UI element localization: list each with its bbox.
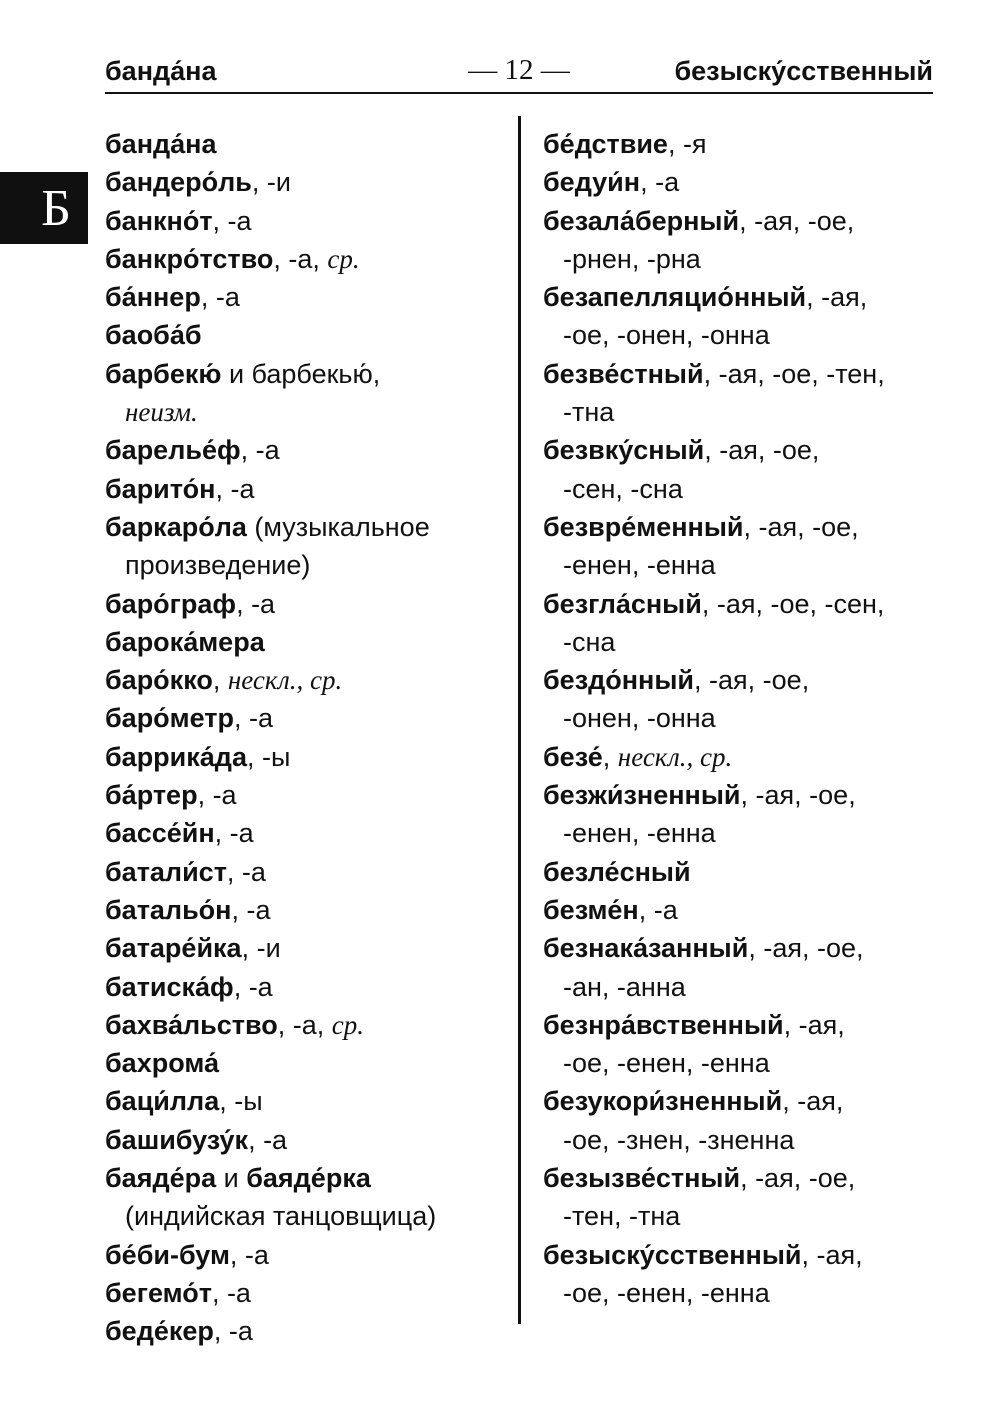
entry-text: , -а <box>214 818 254 849</box>
dictionary-entry <box>543 853 943 891</box>
dictionary-entry <box>543 431 943 508</box>
entry-text: произведение) <box>125 550 311 581</box>
dictionary-entry <box>105 661 510 699</box>
headword: баррика́да <box>105 741 247 772</box>
entry-continuation <box>105 1197 510 1235</box>
entry-line <box>543 202 943 240</box>
headword: беде́кер <box>105 1316 214 1347</box>
dictionary-entry <box>105 508 510 585</box>
entry-line <box>105 240 510 278</box>
entry-line <box>543 1236 943 1274</box>
entry-continuation <box>543 546 943 584</box>
entry-text: , -ая, -ое, <box>740 780 856 811</box>
headword: бегемо́т <box>105 1277 212 1308</box>
entry-text: , <box>212 665 228 696</box>
entry-line <box>105 814 510 852</box>
headword: безапелляцио́нный <box>543 282 807 313</box>
entry-line <box>105 1082 510 1120</box>
headword: банкро́тство <box>105 243 274 274</box>
dictionary-entry <box>105 163 510 201</box>
headword: безнака́занный <box>543 933 749 964</box>
dictionary-entry <box>543 1082 943 1159</box>
dictionary-entry <box>105 355 510 432</box>
entry-line <box>543 163 943 201</box>
dictionary-entry <box>543 929 943 1006</box>
dictionary-entry <box>105 431 510 469</box>
entry-line <box>105 738 510 776</box>
entry-continuation <box>543 1197 943 1235</box>
grammar-note: ср. <box>327 243 360 274</box>
entry-text: -онен, -онна <box>563 703 716 734</box>
entry-line <box>105 1159 510 1197</box>
dictionary-entry <box>105 699 510 737</box>
headword: бе́дствие <box>543 129 668 159</box>
entry-text: , -ая, -ое, <box>743 511 859 542</box>
headword: барбекю́ <box>105 358 222 389</box>
dictionary-entry <box>105 1121 510 1159</box>
headword: банкно́т <box>105 205 213 236</box>
entry-text: , -а <box>213 1316 253 1347</box>
entry-text: , -а <box>248 1124 288 1155</box>
dictionary-entry <box>105 1312 510 1350</box>
entry-continuation <box>543 623 943 661</box>
headword: баяде́ра <box>105 1163 217 1194</box>
entry-text: , -ая, <box>801 1239 863 1270</box>
entry-text: , -ая, <box>783 1009 845 1040</box>
headword: баци́лла <box>105 1086 220 1117</box>
headword: безе́ <box>543 741 603 772</box>
headword: безукори́зненный <box>543 1086 783 1117</box>
entry-line <box>105 1121 510 1159</box>
entry-line <box>105 470 510 508</box>
entry-text: и барбекью́, <box>221 358 381 389</box>
dictionary-entry <box>105 968 510 1006</box>
grammar-note: нескл., ср. <box>617 741 733 772</box>
entry-text: , -а <box>197 780 237 811</box>
entry-line <box>543 508 943 546</box>
entry-text: , -а <box>236 588 276 619</box>
entry-line <box>105 853 510 891</box>
entry-line <box>543 1006 943 1044</box>
entry-continuation <box>105 393 510 431</box>
headword: бедуи́н <box>543 167 641 198</box>
headword: безвку́сный <box>543 435 705 466</box>
entry-line <box>105 1312 510 1350</box>
entry-text: , -а <box>638 894 678 925</box>
entry-line <box>105 929 510 967</box>
grammar-note: нескл., ср. <box>227 665 343 696</box>
entry-continuation <box>543 1121 943 1159</box>
dictionary-entry <box>105 316 510 354</box>
entry-text: -ан, -анна <box>563 971 686 1002</box>
headword: безжи́зненный <box>543 780 741 811</box>
entry-text: -сна <box>563 626 616 657</box>
dictionary-entry <box>543 355 943 432</box>
dictionary-entry <box>105 776 510 814</box>
dictionary-entry <box>543 125 943 163</box>
entry-continuation <box>543 1274 943 1312</box>
entry-line <box>543 355 943 393</box>
entry-text: и <box>216 1163 247 1194</box>
headword: банда́на <box>105 129 217 159</box>
section-letter: Б <box>41 179 71 237</box>
entry-text: , -ы <box>246 741 291 772</box>
entry-line <box>105 125 510 163</box>
entry-text: -ое, -знен, -зненна <box>563 1124 795 1155</box>
entry-line <box>543 125 943 163</box>
entry-line <box>105 508 510 546</box>
dictionary-entry <box>543 585 943 662</box>
entry-text: -ое, -енен, -енна <box>563 1048 770 1079</box>
headword: баро́метр <box>105 703 235 734</box>
dictionary-entry <box>105 1082 510 1120</box>
right-column <box>543 125 943 1312</box>
entry-continuation <box>543 699 943 737</box>
dictionary-entry <box>105 470 510 508</box>
entry-text: , -а <box>226 856 266 887</box>
headword: батальо́н <box>105 894 232 925</box>
entry-text: , -ая, -ое, <box>739 205 855 236</box>
headword: безме́н <box>543 894 639 925</box>
entry-line <box>543 1159 943 1197</box>
headword: безыску́сственный <box>543 1239 802 1270</box>
grammar-note: ср. <box>331 1009 364 1040</box>
entry-line <box>105 355 510 393</box>
headword: барито́н <box>105 473 216 504</box>
entry-text: , -а <box>231 894 271 925</box>
entry-line <box>543 853 943 891</box>
headword: батали́ст <box>105 856 227 887</box>
headword: бездо́нный <box>543 665 695 696</box>
headword: бахва́льство <box>105 1009 278 1040</box>
dictionary-entry <box>105 929 510 967</box>
entry-line <box>105 585 510 623</box>
entry-text: , -ая, <box>806 282 868 313</box>
entry-text: , -а, <box>277 1009 332 1040</box>
column-divider <box>518 116 521 1324</box>
page-number: — 12 — <box>468 54 570 86</box>
entry-line <box>543 891 943 929</box>
entry-line <box>105 1274 510 1312</box>
headword: бе́би-бум <box>105 1239 230 1270</box>
entry-text: (музыкальное <box>246 511 430 542</box>
entry-continuation <box>105 546 510 584</box>
entry-line <box>105 1236 510 1274</box>
dictionary-entry <box>105 814 510 852</box>
entry-text: -ое, -онен, -онна <box>563 320 770 351</box>
entry-line <box>543 738 943 776</box>
entry-text: -ое, -енен, -енна <box>563 1277 770 1308</box>
entry-text: , <box>602 741 618 772</box>
entry-text: , -ая, -ое, <box>694 665 810 696</box>
entry-text: , -ая, -ое, <box>740 1163 856 1194</box>
dictionary-entry <box>105 585 510 623</box>
entry-line <box>105 163 510 201</box>
entry-line <box>105 278 510 316</box>
headword: бассе́йн <box>105 818 215 849</box>
dictionary-entry <box>543 738 943 776</box>
entry-line <box>105 623 510 661</box>
headword: барелье́ф <box>105 435 241 466</box>
entry-text: , -ая, -ое, -сен, <box>701 588 885 619</box>
entry-text: , -а <box>240 435 280 466</box>
dictionary-entry <box>105 1159 510 1236</box>
entry-text: , -а <box>233 971 273 1002</box>
headword: баоба́б <box>105 320 202 351</box>
entry-line <box>543 431 943 469</box>
dictionary-entry <box>543 661 943 738</box>
dictionary-entry <box>105 891 510 929</box>
entry-text: -рнен, -рна <box>563 243 701 274</box>
entry-text: , -я <box>667 129 707 159</box>
entry-text: , -а, <box>273 243 328 274</box>
entry-text: , -и <box>251 167 291 198</box>
entry-continuation <box>543 240 943 278</box>
entry-line <box>105 1044 510 1082</box>
grammar-note: неизм. <box>125 397 198 428</box>
entry-text: , -ая, -ое, <box>748 933 864 964</box>
headword: баркаро́ла <box>105 511 247 542</box>
entry-text: , -ая, <box>782 1086 844 1117</box>
dictionary-entry <box>543 202 943 279</box>
dictionary-entry <box>105 1274 510 1312</box>
entry-text: (индийская танцовщица) <box>125 1201 437 1232</box>
dictionary-entry <box>105 1236 510 1274</box>
headword: ба́ннер <box>105 282 201 313</box>
entry-continuation <box>543 470 943 508</box>
headword: батаре́йка <box>105 933 242 964</box>
dictionary-entry <box>543 1236 943 1313</box>
headword: безала́берный <box>543 205 740 236</box>
running-header <box>105 52 933 94</box>
entry-text: -енен, -енна <box>563 818 716 849</box>
entry-line <box>105 891 510 929</box>
dictionary-entry <box>105 1044 510 1082</box>
entry-text: , -ы <box>219 1086 263 1117</box>
dictionary-entry <box>105 1006 510 1044</box>
entry-continuation <box>543 393 943 431</box>
entry-text: , -а <box>640 167 680 198</box>
headword: безызве́стный <box>543 1163 741 1194</box>
entry-text: -тна <box>563 397 615 428</box>
dictionary-entry <box>543 163 943 201</box>
entry-continuation <box>543 1044 943 1082</box>
dictionary-entry <box>543 776 943 853</box>
dictionary-entry <box>105 623 510 661</box>
headword: безвре́менный <box>543 511 744 542</box>
entry-line <box>543 661 943 699</box>
entry-line <box>105 776 510 814</box>
section-letter-tab <box>0 172 88 244</box>
headword: безгла́сный <box>543 588 702 619</box>
header-last-entry: безыску́сственный <box>674 56 933 86</box>
dictionary-entry <box>543 508 943 585</box>
entry-text: , -а <box>212 205 252 236</box>
entry-line <box>105 699 510 737</box>
headword: бахрома́ <box>105 1048 219 1079</box>
entry-line <box>105 431 510 469</box>
dictionary-entry <box>105 853 510 891</box>
dictionary-entry <box>105 240 510 278</box>
entry-line <box>543 1082 943 1120</box>
entry-line <box>543 929 943 967</box>
left-column <box>105 125 510 1351</box>
entry-line <box>105 661 510 699</box>
header-first-entry: банда́на <box>105 56 217 86</box>
entry-line <box>105 1006 510 1044</box>
headword: баро́граф <box>105 588 237 619</box>
headword: баро́кко <box>105 665 213 696</box>
dictionary-entry <box>105 202 510 240</box>
dictionary-entry <box>105 125 510 163</box>
entry-text: , -и <box>241 933 281 964</box>
headword: бандеро́ль <box>105 167 252 198</box>
entry-line <box>543 278 943 316</box>
headword: ба́ртер <box>105 780 198 811</box>
dictionary-entry <box>543 1006 943 1083</box>
headword: батиска́ф <box>105 971 234 1002</box>
entry-text: -сен, -сна <box>563 473 683 504</box>
entry-text: , -ая, -ое, <box>704 435 820 466</box>
entry-text: -енен, -енна <box>563 550 716 581</box>
headword: безнра́вственный <box>543 1009 784 1040</box>
headword: безле́сный <box>543 856 691 887</box>
entry-text: , -а <box>229 1239 269 1270</box>
entry-line <box>105 968 510 1006</box>
dictionary-entry <box>543 891 943 929</box>
dictionary-entry <box>543 1159 943 1236</box>
dictionary-entry <box>105 278 510 316</box>
entry-text: , -а <box>215 473 255 504</box>
entry-text: , -а <box>211 1277 251 1308</box>
entry-line <box>543 585 943 623</box>
entry-continuation <box>543 316 943 354</box>
entry-continuation <box>543 968 943 1006</box>
entry-text: , -а <box>234 703 274 734</box>
entry-line <box>105 202 510 240</box>
entry-line <box>543 776 943 814</box>
headword: барока́мера <box>105 626 265 657</box>
headword: башибузу́к <box>105 1124 249 1155</box>
entry-text: -тен, -тна <box>563 1201 681 1232</box>
dictionary-entry <box>543 278 943 355</box>
dictionary-entry <box>105 738 510 776</box>
headword: безве́стный <box>543 358 704 389</box>
entry-line <box>105 316 510 354</box>
entry-text: , -ая, -ое, -тен, <box>703 358 885 389</box>
entry-text: , -а <box>200 282 240 313</box>
entry-continuation <box>543 814 943 852</box>
headword: баяде́рка <box>246 1163 371 1194</box>
